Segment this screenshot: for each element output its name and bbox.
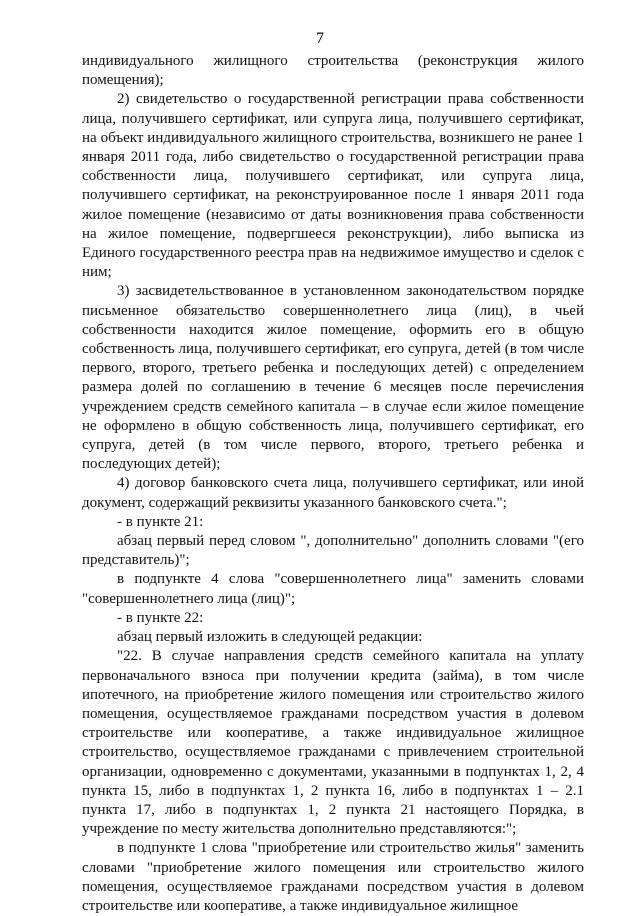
paragraph-continuation: индивидуального жилищного строительства (реконструкция жилого помещения); [82, 53, 584, 89]
paragraph-item-4: 4) договор банковского счета лица, получившего сертификат, или иной документ, содержащий реквизиты указанного банковского счета."; [82, 475, 584, 511]
paragraph-point-21-amendment-1: абзац первый перед словом ", дополнительно" дополнить словами "(его представитель)"; [82, 533, 584, 569]
paragraph-point-21-amendment-2: в подпункте 4 слова "совершеннолетнего лица" заменить словами "совершеннолетнего лица (лиц)"; [82, 571, 584, 607]
paragraph-point-22-heading: - в пункте 22: [117, 609, 204, 626]
paragraph-point-22-new-text: "22. В случае направления средств семейного капитала на уплату первоначального взноса при получении кредита (займа), в том числе ипотечного, на приобретение жилого помещения или строительство жилого помещения, осуществляемое гражданами посредством участия в долевом строительстве или кооперативе, а также индивидуальное жилищное строительство, осуществляемое гражданами с привлечением строительной организации, одновременно с документами, указанными в подпунктах 1, 2, 4 пункта 15, либо в подпунктах 1, 2 пункта 16, либо в подпунктах 1 – 2.1 пункта 17, либо в подпунктах 1, 2 пункта 21 настоящего Порядка, в учреждение по месту жительства дополнительно представляются:"; [82, 648, 584, 838]
paragraph-point-21-heading: - в пункте 21: [117, 513, 204, 530]
document-body [82, 52, 584, 916]
paragraph-point-22-subpoint-1: в подпункте 1 слова "приобретение или строительство жилья" заменить словами "приобретение жилого помещения или строительство жилого помещения, осуществляемое гражданами посредством участия в долевом строительстве или кооперативе, а также индивидуальное жилищное [82, 840, 584, 914]
paragraph-point-22-intro: абзац первый изложить в следующей редакции: [117, 629, 423, 646]
paragraph-item-2: 2) свидетельство о государственной регистрации права собственности лица, получившего сертификат, или супруга лица, получившего сертификат, на объект индивидуального жилищного строительства, возникшего не ранее 1 января 2011 года, либо свидетельство о государственной регистрации права собственности лица, получившего сертификат, или супруга лица, получившего сертификат, на реконструированное после 1 января 2011 года жилое помещение (независимо от даты возникновения права собственности на жилое помещение, подвергшееся реконструкции), либо выписка из Единого государственного реестра прав на недвижимое имущество и сделок с ним; [82, 91, 584, 281]
paragraph-item-3: 3) засвидетельствованное в установленном законодательством порядке письменное обязательство совершеннолетнего лица (лиц), в чьей собственности находится жилое помещение, оформить его в общую собственность лица, получившего сертификат, его супруга, детей (в том числе первого, второго, третьего ребенка и последующих детей) с определением размера долей по соглашению в течение 6 месяцев после перечисления учреждением средств семейного капитала – в случае если жилое помещение не оформлено в общую собственность лица, получившего сертификат, его супруга, детей (в том числе первого, второго, третьего ребенка и последующих детей); [82, 283, 584, 473]
page-number: 7 [316, 30, 324, 47]
